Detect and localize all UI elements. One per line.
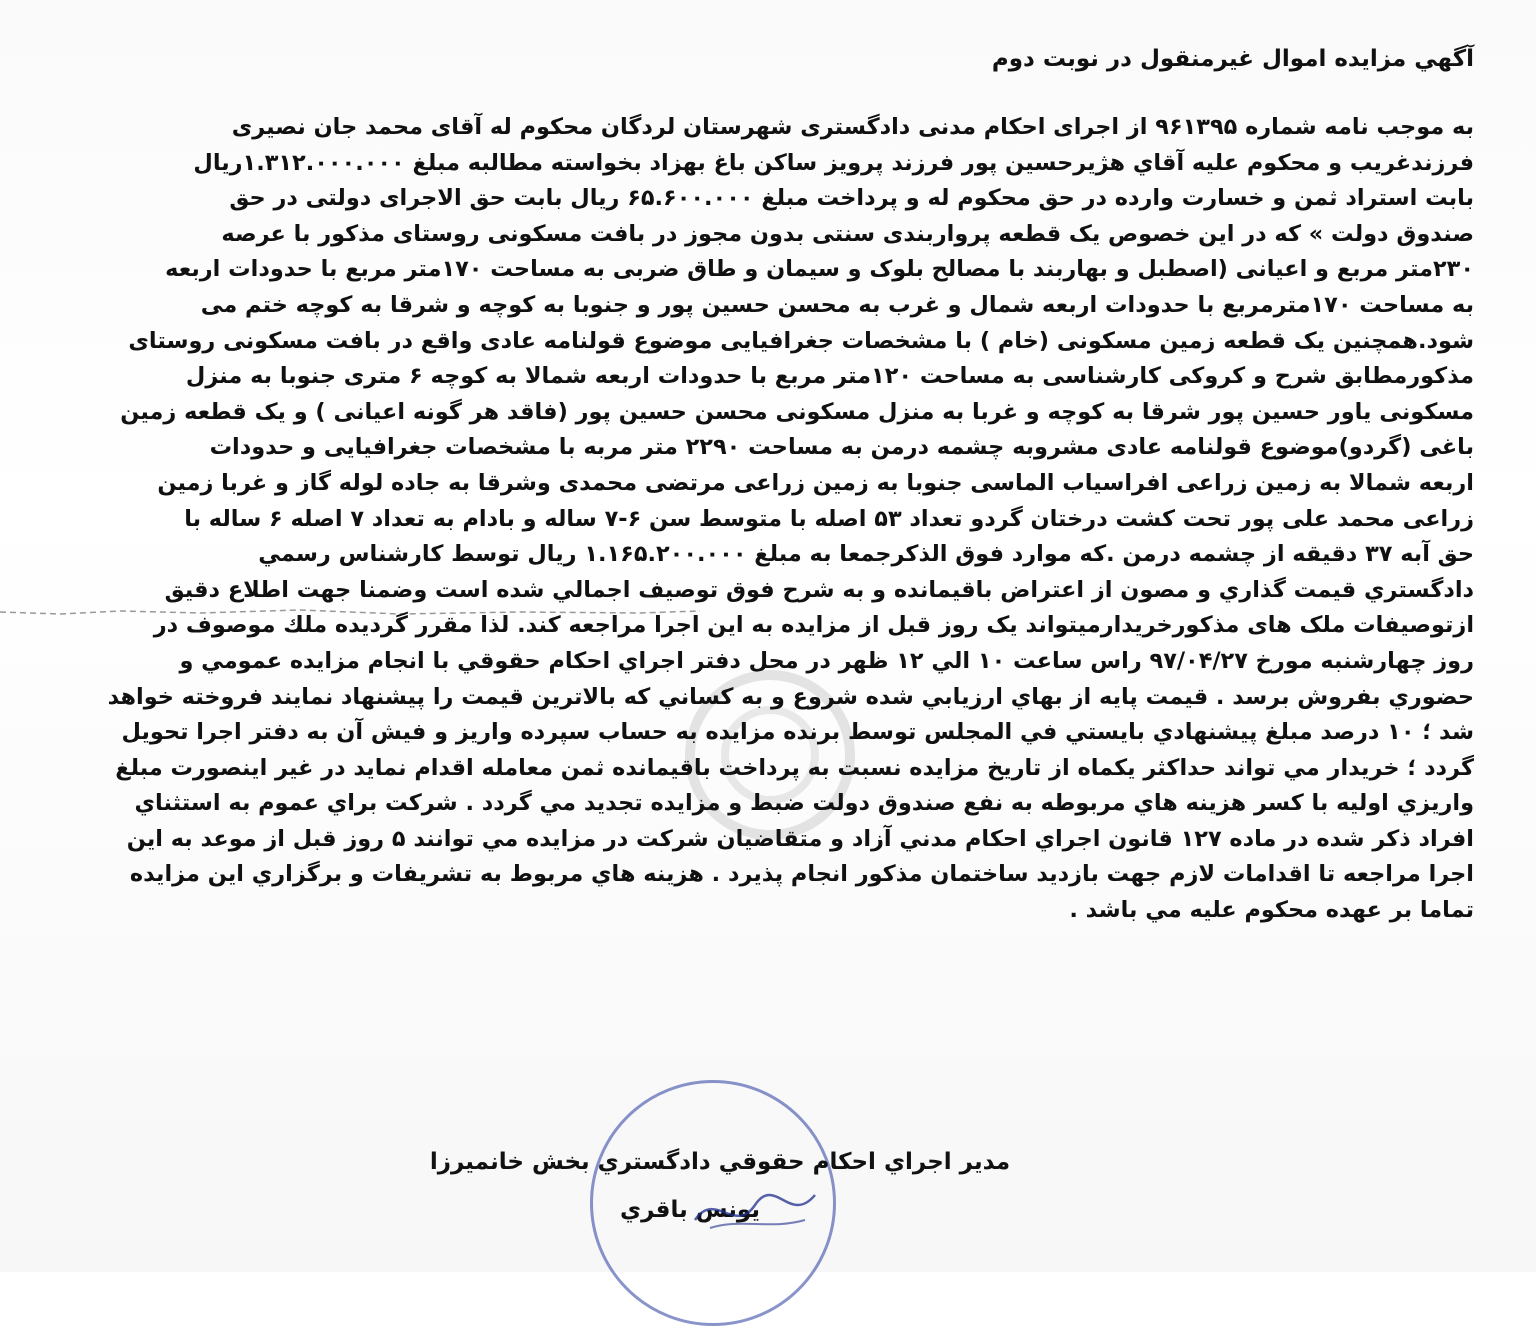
body-line: حق آبه ۳۷ دقیقه از چشمه درمن .که موارد فوق الذکرجمعا به مبلغ ۱.۱۶۵.۲۰۰.۰۰۰ ریال توسط کارشناس رسمي	[258, 541, 1474, 568]
body-line: ازتوصیفات ملک های مذکورخریدارمیتواند یک روز قبل از مزایده به این اجرا مراجعه کند. لذا مقرر گرديده ملك موصوف در	[153, 612, 1474, 639]
body-line: فرزندغریب و محکوم علیه آقاي هژیرحسین پور فرزند پرویز ساکن باغ بهزاد بخواسته مطالبه مبلغ ۱.۳۱۲.۰۰۰.۰۰۰ریال	[193, 149, 1474, 176]
body-line: تماما بر عهده محكوم عليه مي باشد .	[1069, 897, 1474, 924]
body-line: اربعه شمالا به زمین زراعی افراسیاب الماسی جنوبا به زمین زراعی مرتضی محمدی وشرقا به جاده لوله گاز و غربا زمین	[157, 469, 1474, 496]
body-line: اجرا مراجعه تا اقدامات لازم جهت بازديد ساختمان مذكور انجام پذيرد . هزينه هاي مربوط به تشريفات و برگزاري اين مزايده	[129, 861, 1474, 888]
body-line: شد ؛ ۱۰ درصد مبلغ پيشنهادي بايستي في المجلس توسط برنده مزايده به حساب سپرده واريز و فيش آن به دفتر اجرا تحويل	[121, 719, 1474, 746]
body-line: زراعی محمد علی پور تحت کشت درختان گردو تعداد ۵۳ اصله با متوسط سن ۶-۷ ساله و بادام به تعداد ۷ اصله ۶ ساله با	[184, 505, 1474, 532]
notice-document	[62, 40, 1474, 929]
body-line: صندوق دولت » که در این خصوص یک قطعه پرواربندی سنتی بدون مجوز در بافت مسکونی روستای مذکور با عرصه	[221, 220, 1474, 247]
handwritten-signature	[690, 1180, 820, 1240]
body-line: مذکورمطابق شرح و کروکی کارشناسی به مساحت ۱۲۰متر مربع با حدودات اربعه شمالا به کوچه ۶ متری جنوبا به منزل	[185, 363, 1474, 390]
signature-title: مدير اجراي احكام حقوقي دادگستري بخش خانميرزا	[429, 1149, 1011, 1175]
body-line: به موجب نامه شماره ۹۶۱۳۹۵ از اجرای احکام مدنی دادگستری شهرستان لردگان محکوم له آقای محمد جان نصیری	[231, 114, 1474, 140]
notice-body	[62, 110, 1474, 929]
body-line: گردد ؛ خريدار مي تواند حداكثر يكماه از تاريخ مزايده نسبت به پرداخت باقيمانده ثمن معامله اقدام نمايد در غير اينصورت مبلغ	[115, 754, 1474, 781]
body-line: باغی (گردو)موضوع قولنامه عادی مشروبه چشمه درمن به مساحت ۲۲۹۰ متر مربه با مشخصات جغرافیایی و حدودات	[209, 434, 1474, 461]
body-line: دادگستري قيمت گذاري و مصون از اعتراض باقيمانده و به شرح فوق توصيف اجمالي شده است وضمنا جهت اطلاع دقيق	[164, 576, 1474, 603]
body-line: مسکونی یاور حسین پور شرقا به کوچه و غربا به منزل مسکونی محسن حسین پور (فاقد هر گونه اعیانی ) و یک قطعه زمین	[120, 398, 1474, 425]
body-line: روز چهارشنبه مورخ ۹۷/۰۴/۲۷ راس ساعت ۱۰ الي ۱۲ ظهر در محل دفتر اجراي احكام حقوقي با انجام مزايده عمومي و	[179, 647, 1474, 674]
body-line: ۲۳۰متر مربع و اعیانی (اصطبل و بهاربند با مصالح بلوک و سیمان و طاق ضربی به مساحت ۱۷۰متر مربع با حدودات اربعه	[165, 256, 1474, 283]
signature-name: يونس باقري	[620, 1197, 760, 1223]
body-line: افراد ذكر شده در ماده ۱۲۷ قانون اجراي احكام مدني آزاد و متقاضيان شركت در مزايده مي توانند ۵ روز قبل از موعد به اين	[126, 825, 1474, 852]
body-line: بابت استراد ثمن و خسارت وارده در حق محکوم له و پرداخت مبلغ ۶۵.۶۰۰.۰۰۰ ریال بابت حق الاجرای دولتی در حق	[229, 185, 1474, 212]
body-line: به مساحت ۱۷۰مترمربع با حدودات اربعه شمال و غرب به محسن حسین پور و جنوبا به کوچه و شرقا به کوچه ختم می	[200, 291, 1474, 318]
notice-title: آگهي مزايده اموال غيرمنقول در نوبت دوم	[991, 46, 1474, 72]
body-line: واريزي اوليه با كسر هزينه هاي مربوطه به نفع صندوق دولت ضبط و مزايده تجديد مي گردد . شركت براي عموم به استثناي	[134, 790, 1474, 817]
body-line: شود.همچنین یک قطعه زمین مسکونی (خام ) با مشخصات جغرافیایی موضوع قولنامه عادی واقع در بافت مسکونی روستای	[128, 327, 1474, 354]
body-line: حضوري بفروش برسد . قيمت پايه از بهاي ارزيابي شده شروع و به كساني كه بالاترين قيمت را پيشنهاد نمايند فروخته خواهد	[107, 683, 1474, 710]
